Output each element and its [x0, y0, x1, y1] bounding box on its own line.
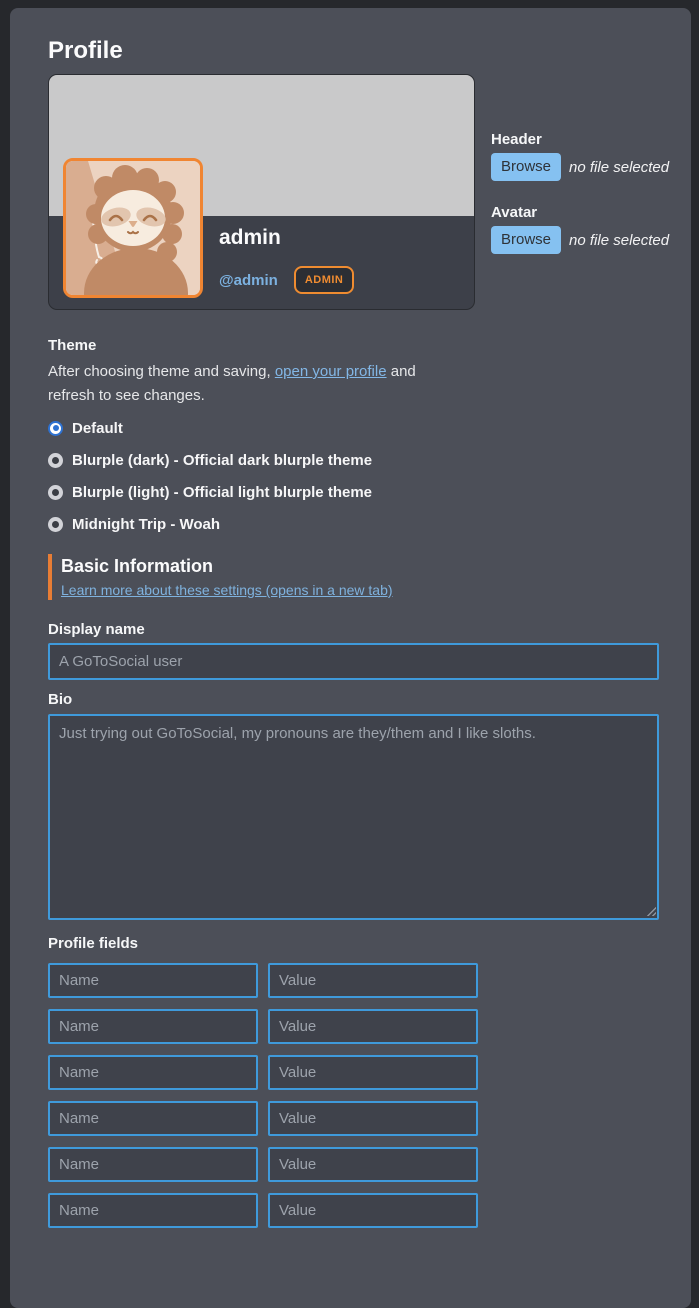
profile-field-row: [48, 1009, 663, 1044]
header-file-status: no file selected: [569, 158, 670, 176]
avatar-upload-label: Avatar: [491, 204, 538, 221]
profile-field-row: [48, 963, 663, 998]
profile-preview-section: [48, 74, 670, 310]
field-value-input[interactable]: [268, 1193, 478, 1228]
theme-option-label[interactable]: Blurple (light) - Official light blurple theme: [72, 483, 372, 501]
settings-panel: [10, 8, 691, 1308]
header-upload-label: Header: [491, 131, 542, 148]
header-upload-group: [491, 131, 699, 181]
radio-unselected-icon[interactable]: [48, 453, 63, 468]
page-title: Profile: [48, 37, 123, 64]
theme-option-blurple-light: [48, 482, 663, 502]
display-name-label: Display name: [48, 621, 145, 638]
field-name-input[interactable]: [48, 1193, 258, 1228]
field-name-input[interactable]: [48, 1009, 258, 1044]
profile-handle: @admin: [219, 271, 278, 289]
learn-more-link[interactable]: Learn more about these settings (opens in a new tab): [61, 582, 393, 598]
field-value-input[interactable]: [268, 1147, 478, 1182]
profile-field-row: [48, 1101, 663, 1136]
basic-information-header: [48, 554, 663, 600]
bio-wrapper: [48, 714, 659, 920]
profile-field-row: [48, 1147, 663, 1182]
theme-option-label[interactable]: Blurple (dark) - Official dark blurple theme: [72, 451, 373, 469]
profile-field-row: [48, 1055, 663, 1090]
theme-desc-text3: refresh to see changes.: [48, 387, 205, 404]
profile-field-row: [48, 1193, 663, 1228]
upload-column: [491, 131, 699, 277]
radio-unselected-icon[interactable]: [48, 485, 63, 500]
field-name-input[interactable]: [48, 963, 258, 998]
field-name-input[interactable]: [48, 1101, 258, 1136]
theme-description: [48, 360, 663, 408]
field-name-input[interactable]: [48, 1055, 258, 1090]
theme-option-default: [48, 418, 663, 438]
radio-selected-icon[interactable]: [48, 421, 63, 436]
avatar-upload-group: [491, 204, 699, 254]
field-value-input[interactable]: [268, 1055, 478, 1090]
field-value-input[interactable]: [268, 1009, 478, 1044]
field-name-input[interactable]: [48, 1147, 258, 1182]
open-your-profile-link[interactable]: open your profile: [274, 363, 387, 380]
avatar-browse-button[interactable]: Browse: [491, 226, 561, 254]
field-value-input[interactable]: [268, 963, 478, 998]
basic-information-heading: Basic Information: [61, 556, 214, 576]
avatar-image: [63, 158, 203, 298]
theme-option-midnight-trip: [48, 514, 663, 534]
profile-fields-label: Profile fields: [48, 935, 139, 952]
field-value-input[interactable]: [268, 1101, 478, 1136]
theme-option-blurple-dark: [48, 450, 663, 470]
theme-option-label[interactable]: Midnight Trip - Woah: [72, 515, 221, 533]
header-browse-button[interactable]: Browse: [491, 153, 561, 181]
theme-options: [48, 418, 663, 534]
theme-desc-text: After choosing theme and saving,: [48, 363, 275, 380]
admin-role-badge: ADMIN: [294, 266, 355, 294]
bio-textarea[interactable]: [48, 714, 659, 920]
theme-desc-text2: and: [386, 363, 416, 380]
theme-option-label[interactable]: Default: [72, 419, 123, 437]
bio-label: Bio: [48, 691, 73, 708]
profile-handle-row: [219, 266, 354, 294]
avatar-file-status: no file selected: [569, 231, 670, 249]
display-name-input[interactable]: [48, 643, 659, 680]
theme-label: Theme: [48, 337, 97, 354]
radio-unselected-icon[interactable]: [48, 517, 63, 532]
profile-display-name: admin: [219, 226, 281, 249]
sloth-avatar-illustration: [66, 161, 200, 295]
